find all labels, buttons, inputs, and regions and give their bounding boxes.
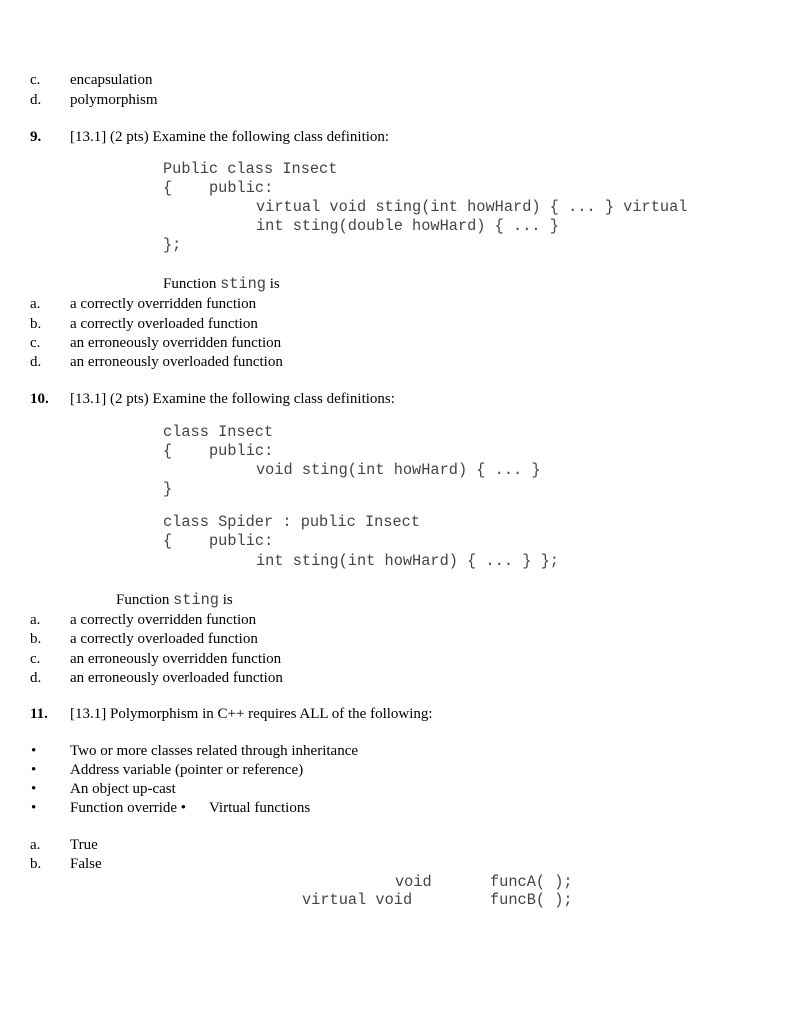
option-text: an erroneously overloaded function [70, 354, 283, 370]
option-text: polymorphism [70, 92, 158, 108]
code-line: virtual void sting(int howHard) { ... } virtual [256, 198, 688, 216]
option-letter: d. [30, 670, 42, 686]
question-number: 11. [30, 706, 48, 722]
question-stem [116, 591, 233, 609]
question-number: 10. [30, 391, 49, 407]
code-line: int sting(double howHard) { ... } [256, 217, 559, 235]
question-stem [163, 275, 280, 293]
code-name: funcA( ); [490, 873, 573, 891]
bullet-icon: • [31, 781, 37, 797]
option-letter: d. [30, 92, 42, 108]
option-text: a correctly overridden function [70, 296, 257, 312]
stem-text: Function [163, 276, 221, 292]
code-line: { [163, 532, 173, 550]
question-prompt: [13.1] (2 pts) Examine the following class definitions: [70, 391, 395, 407]
bullet-text: Two or more classes related through inheritance [70, 743, 359, 759]
option-letter: d. [30, 354, 42, 370]
stem-text: is [219, 592, 233, 608]
code-line: { [163, 442, 173, 460]
option-text: an erroneously overloaded function [70, 670, 283, 686]
bullet-icon: • [31, 762, 37, 778]
bullet-text: Address variable (pointer or reference) [70, 762, 304, 778]
option-letter: c. [30, 651, 41, 667]
option-text: a correctly overloaded function [70, 631, 258, 647]
option-letter: b. [30, 316, 42, 332]
option-text: encapsulation [70, 72, 153, 88]
question-prompt: [13.1] (2 pts) Examine the following class definition: [70, 129, 390, 145]
option-letter: b. [30, 631, 42, 647]
option-letter: a. [30, 612, 41, 628]
stem-code: sting [220, 275, 266, 293]
code-line: { [163, 179, 173, 197]
option-letter: c. [30, 72, 41, 88]
option-letter: c. [30, 335, 41, 351]
option-text: a correctly overridden function [70, 612, 257, 628]
bullet-text: Virtual functions [209, 800, 311, 816]
stem-code: sting [173, 591, 219, 609]
code-line: void sting(int howHard) { ... } [256, 461, 541, 479]
option-text: a correctly overloaded function [70, 316, 258, 332]
code-line: public: [209, 179, 274, 197]
question-number: 9. [30, 129, 42, 145]
bullet-text: Function override • [70, 800, 187, 816]
option-letter: a. [30, 837, 41, 853]
code-line: } [163, 480, 173, 498]
stem-text: is [266, 276, 280, 292]
bullet-icon: • [31, 743, 37, 759]
option-text: an erroneously overridden function [70, 335, 282, 351]
option-text: an erroneously overridden function [70, 651, 282, 667]
option-letter: b. [30, 856, 42, 872]
bullet-text: An object up-cast [70, 781, 176, 797]
stem-text: Function [116, 592, 174, 608]
bullet-icon: • [31, 800, 37, 816]
code-line: }; [163, 236, 182, 254]
code-line: Public class Insect [163, 160, 338, 178]
code-line: class Insect [163, 423, 274, 441]
option-letter: a. [30, 296, 41, 312]
option-text: False [70, 856, 102, 872]
code-line: class Spider : public Insect [163, 513, 421, 531]
code-line: int sting(int howHard) { ... } }; [256, 552, 559, 570]
code-line: public: [209, 442, 274, 460]
question-prompt: [13.1] Polymorphism in C++ requires ALL of the following: [70, 706, 433, 722]
code-line: public: [209, 532, 274, 550]
code-type: void [395, 873, 432, 891]
code-type: virtual void [302, 891, 413, 909]
option-text: True [70, 837, 98, 853]
code-name: funcB( ); [490, 891, 573, 909]
